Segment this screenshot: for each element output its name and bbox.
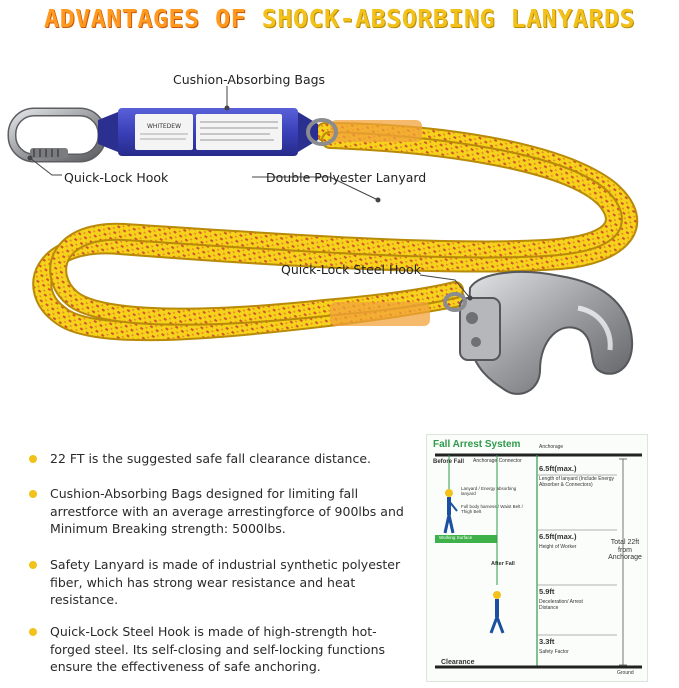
segment2-desc: Height of Worker: [539, 544, 577, 550]
bullet-dot-icon: [29, 628, 37, 636]
callout-double-lanyard: Double Polyester Lanyard: [266, 170, 427, 185]
feature-text: 22 FT is the suggested safe fall clearance distance.: [50, 451, 372, 466]
quick-lock-steel-hook: [445, 272, 632, 394]
rope-sleeve-top: [330, 120, 422, 142]
rope-sleeve-bottom: [330, 302, 430, 326]
working-surface-label: Working Surface: [439, 535, 473, 540]
page-headline: [0, 4, 679, 33]
harness-label: Full body harness / Waist Belt / Thigh Belt: [461, 504, 523, 514]
feature-item: [26, 623, 416, 676]
after-fall-label: After Fall: [491, 561, 515, 567]
feature-text: Cushion-Absorbing Bags designed for limiting fall arrestforce with an average arrestingforce of 900lbs and Minimum Breaking strength: 5000lbs.: [50, 486, 404, 536]
lanyard-label: Lanyard / Energy absorbing lanyard: [461, 486, 517, 496]
feature-text: Quick-Lock Steel Hook is made of high-strength hot-forged steel. Its self-closing and self-locking functions ensure the effectiveness of safe anchoring.: [50, 624, 386, 674]
quick-lock-hook: [12, 112, 102, 158]
segment3-value: 5.9ft: [539, 587, 555, 596]
segment4-value: 3.3ft: [539, 637, 555, 646]
ground-label: Ground: [617, 670, 634, 676]
brand-tag: WHITEDEW: [146, 123, 182, 130]
segment1-desc: Length of lanyard (Include Energy Absorber & Connectors): [539, 476, 615, 488]
segment3-desc: Deceleration/ Arrest Distance: [539, 599, 583, 611]
clearance-label: Clearance: [441, 659, 475, 666]
segment1-value: 6.5ft(max.): [539, 464, 577, 473]
lanyard-product-illustration: [0, 40, 679, 440]
feature-item: [26, 450, 371, 468]
anchorage-connector-label: Anchorage Connector: [473, 458, 522, 464]
callout-cushion-bags: Cushion-Absorbing Bags: [173, 72, 326, 87]
callout-quick-lock-hook: Quick-Lock Hook: [64, 170, 169, 185]
fall-arrest-diagram: [426, 434, 648, 682]
feature-text: Safety Lanyard is made of industrial synthetic polyester fiber, which has strong wear resistance and heat resistance.: [50, 557, 401, 607]
bullet-dot-icon: [29, 561, 37, 569]
headline-part-2: SHOCK-ABSORBING LANYARDS: [261, 4, 635, 33]
feature-item: [26, 556, 416, 609]
bullet-dot-icon: [29, 490, 37, 498]
cushion-absorbing-bag: [98, 108, 336, 156]
feature-item: [26, 485, 416, 538]
diagram-title: Fall Arrest System: [433, 439, 521, 450]
before-fall-label: Before Fall: [433, 459, 465, 465]
headline-part-1: ADVANTAGES OF: [44, 4, 262, 33]
segment4-desc: Safety Factor: [539, 649, 569, 655]
total-distance-label: Total 22ft from Anchorage: [608, 539, 642, 562]
callout-steel-hook: Quick-Lock Steel Hook: [281, 262, 421, 277]
anchorage-label: Anchorage: [539, 444, 564, 450]
bullet-dot-icon: [29, 455, 37, 463]
segment2-value: 6.5ft(max.): [539, 532, 577, 541]
